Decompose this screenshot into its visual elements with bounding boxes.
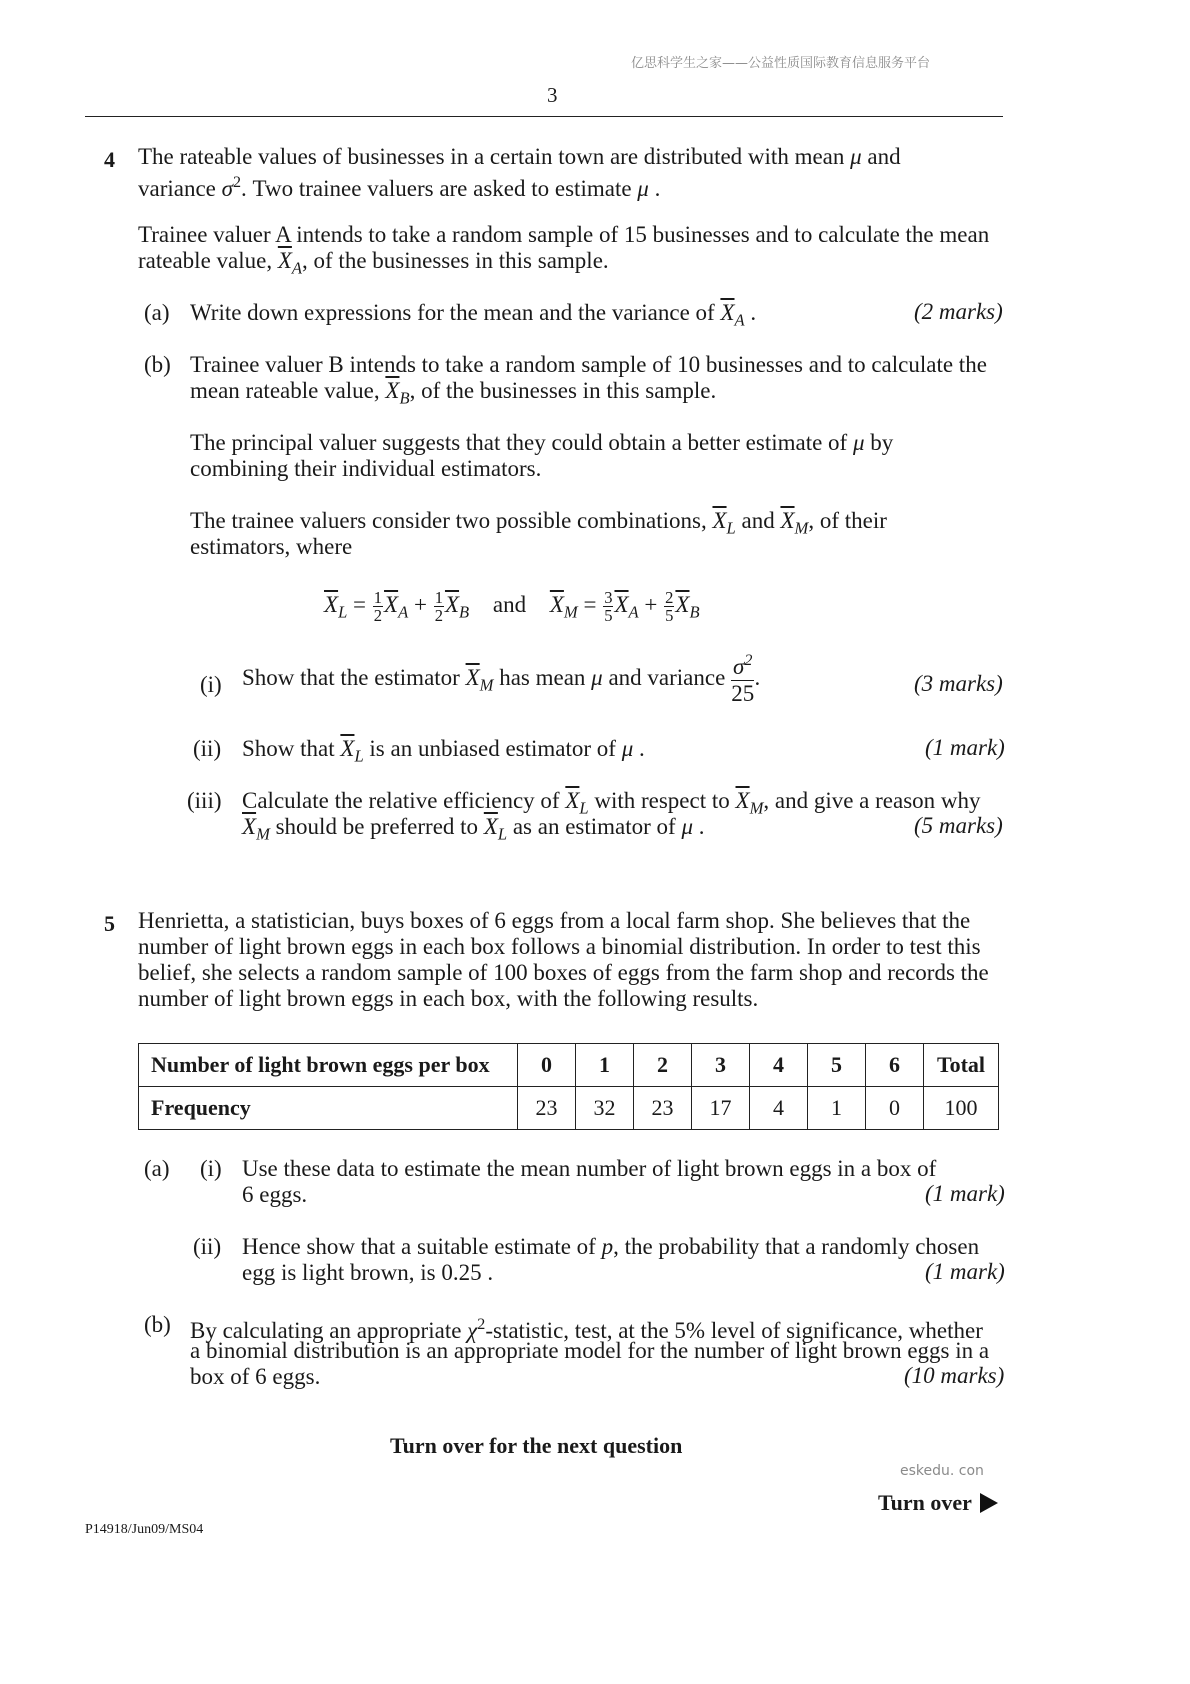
- q5-part-a-i-marks: (1 mark): [925, 1181, 1005, 1206]
- q4-part-a-text: Write down expressions for the mean and the variance of $\overline{X}_A$ .: [190, 300, 757, 330]
- q5-part-a-ii-line-2: egg is light brown, is 0.25 .: [242, 1260, 494, 1285]
- q4-part-b-i-label: (i): [200, 672, 222, 697]
- q5-intro-line-2: number of light brown eggs in each box follows a binomial distribution. In order to test this: [138, 934, 981, 959]
- q4-part-b-line-2: mean rateable value, $\overline{X}_B$, of the businesses in this sample.: [190, 378, 717, 408]
- watermark-text: 亿思科学生之家——公益性质国际教育信息服务平台: [631, 56, 931, 71]
- frequency-cell: 17: [692, 1087, 750, 1130]
- q5-part-a-i-line-1: Use these data to estimate the mean number of light brown eggs in a box of: [242, 1156, 937, 1181]
- frequency-table-container: [138, 1043, 999, 1130]
- q4-part-a-marks: (2 marks): [914, 299, 1003, 324]
- header-cell: 6: [866, 1044, 924, 1087]
- q5-intro-line-1: Henrietta, a statistician, buys boxes of 6 eggs from a local farm shop. She believes that the: [138, 908, 971, 933]
- q5-part-a-ii-line-1: Hence show that a suitable estimate of p, the probability that a randomly chosen: [242, 1234, 980, 1259]
- next-question-note: Turn over for the next question: [390, 1433, 683, 1458]
- table-row: [139, 1087, 999, 1130]
- q4-part-b-iii-line-2: $\overline{X}_M$ should be preferred to $\overline{X}_L$ as an estimator of μ .: [242, 814, 705, 844]
- q5-intro-line-3: belief, she selects a random sample of 100 boxes of eggs from the farm shop and records the: [138, 960, 989, 985]
- q4-part-b-ii-marks: (1 mark): [925, 735, 1005, 760]
- frequency-cell: 23: [634, 1087, 692, 1130]
- header-label-cell: Number of light brown eggs per box: [139, 1044, 518, 1087]
- frequency-cell: 0: [866, 1087, 924, 1130]
- q5-part-a-ii-label: (ii): [193, 1234, 222, 1259]
- frequency-cell: 32: [576, 1087, 634, 1130]
- header-cell: 1: [576, 1044, 634, 1087]
- turn-over-indicator: Turn over: [878, 1490, 998, 1516]
- q4-part-b-para3-line-2: estimators, where: [190, 534, 353, 559]
- q4-valuer-a-line-1: Trainee valuer A intends to take a random sample of 15 businesses and to calculate the mean: [138, 222, 990, 247]
- q4-intro-line-2: variance $\sigma^2$. Two trainee valuers are asked to estimate μ .: [138, 174, 661, 201]
- right-triangle-icon: [980, 1493, 998, 1513]
- q5-part-b-label: (b): [144, 1312, 171, 1337]
- question-4-number: 4: [104, 147, 115, 172]
- q4-part-b-line-1: Trainee valuer B intends to take a random sample of 10 businesses and to calculate the: [190, 352, 987, 377]
- header-cell: 4: [750, 1044, 808, 1087]
- q4-part-b-iii-label: (iii): [187, 788, 222, 813]
- q5-part-b-line-2: a binomial distribution is an appropriate model for the number of light brown eggs in a: [190, 1338, 990, 1363]
- q4-part-b-iii-marks: (5 marks): [914, 813, 1003, 838]
- q4-part-b-para2-line-1: The principal valuer suggests that they could obtain a better estimate of μ by: [190, 430, 894, 455]
- q5-part-a-i-label: (i): [200, 1156, 222, 1181]
- table-header-row: [139, 1044, 999, 1087]
- q5-part-a-ii-marks: (1 mark): [925, 1259, 1005, 1284]
- q4-part-b-ii-label: (ii): [193, 736, 222, 761]
- frequency-cell: 4: [750, 1087, 808, 1130]
- q5-part-b-marks: (10 marks): [904, 1363, 1005, 1388]
- q4-part-b-para3-line-1: The trainee valuers consider two possible combinations, $\overline{X}_L$ and $\overline{X}_M$, of their: [190, 508, 887, 538]
- question-5-number: 5: [104, 911, 115, 936]
- q4-part-b-i-text: Show that the estimator $\overline{X}_M$ has mean μ and variance $\frac{\sigma^2}{25}$ .: [242, 652, 761, 707]
- q5-intro-line-4: number of light brown eggs in each box, with the following results.: [138, 986, 759, 1011]
- q4-part-b-iii-line-1: Calculate the relative efficiency of $\overline{X}_L$ with respect to $\overline{X}_M$, and give a reason why: [242, 788, 981, 818]
- header-rule: [85, 116, 1003, 117]
- header-total-cell: Total: [924, 1044, 999, 1087]
- frequency-table: [138, 1043, 999, 1130]
- q5-part-b-line-3: box of 6 eggs.: [190, 1364, 321, 1389]
- frequency-total-cell: 100: [924, 1087, 999, 1130]
- header-cell: 2: [634, 1044, 692, 1087]
- estimator-equations: $\overline{X}_L$ = $\frac{1}{2}$ $\overline{X}_A$ + $\frac{1}{2}$ $\overline{X}_B$ and $\overline{X}_M$ = $\frac{3}{5}$ $\overline{X}_A$ + $\frac{2}{5}$ $\overline{X}_B$: [324, 587, 700, 626]
- page-number: 3: [547, 83, 558, 107]
- q4-valuer-a-line-2: rateable value, $\overline{X}_A$, of the businesses in this sample.: [138, 248, 609, 278]
- frequency-cell: 23: [518, 1087, 576, 1130]
- q4-part-b-para2-line-2: combining their individual estimators.: [190, 456, 542, 481]
- frequency-cell: 1: [808, 1087, 866, 1130]
- q4-intro-line-1: The rateable values of businesses in a certain town are distributed with mean μ and: [138, 144, 901, 169]
- header-cell: 5: [808, 1044, 866, 1087]
- q4-part-b-label: (b): [144, 352, 171, 377]
- header-cell: 0: [518, 1044, 576, 1087]
- q4-part-b-ii-text: Show that $\overline{X}_L$ is an unbiased estimator of μ .: [242, 736, 645, 766]
- q5-part-b-line-1: By calculating an appropriate $\chi^2$-statistic, test, at the 5% level of significance, whether: [190, 1316, 983, 1343]
- header-cell: 3: [692, 1044, 750, 1087]
- q5-part-a-label: (a): [144, 1156, 170, 1181]
- site-watermark: eskedu. con: [900, 1463, 984, 1479]
- paper-code: P14918/Jun09/MS04: [85, 1522, 204, 1537]
- q4-part-b-i-marks: (3 marks): [914, 671, 1003, 696]
- q5-part-a-i-line-2: 6 eggs.: [242, 1182, 308, 1207]
- q4-part-a-label: (a): [144, 300, 170, 325]
- row-label-cell: Frequency: [139, 1087, 518, 1130]
